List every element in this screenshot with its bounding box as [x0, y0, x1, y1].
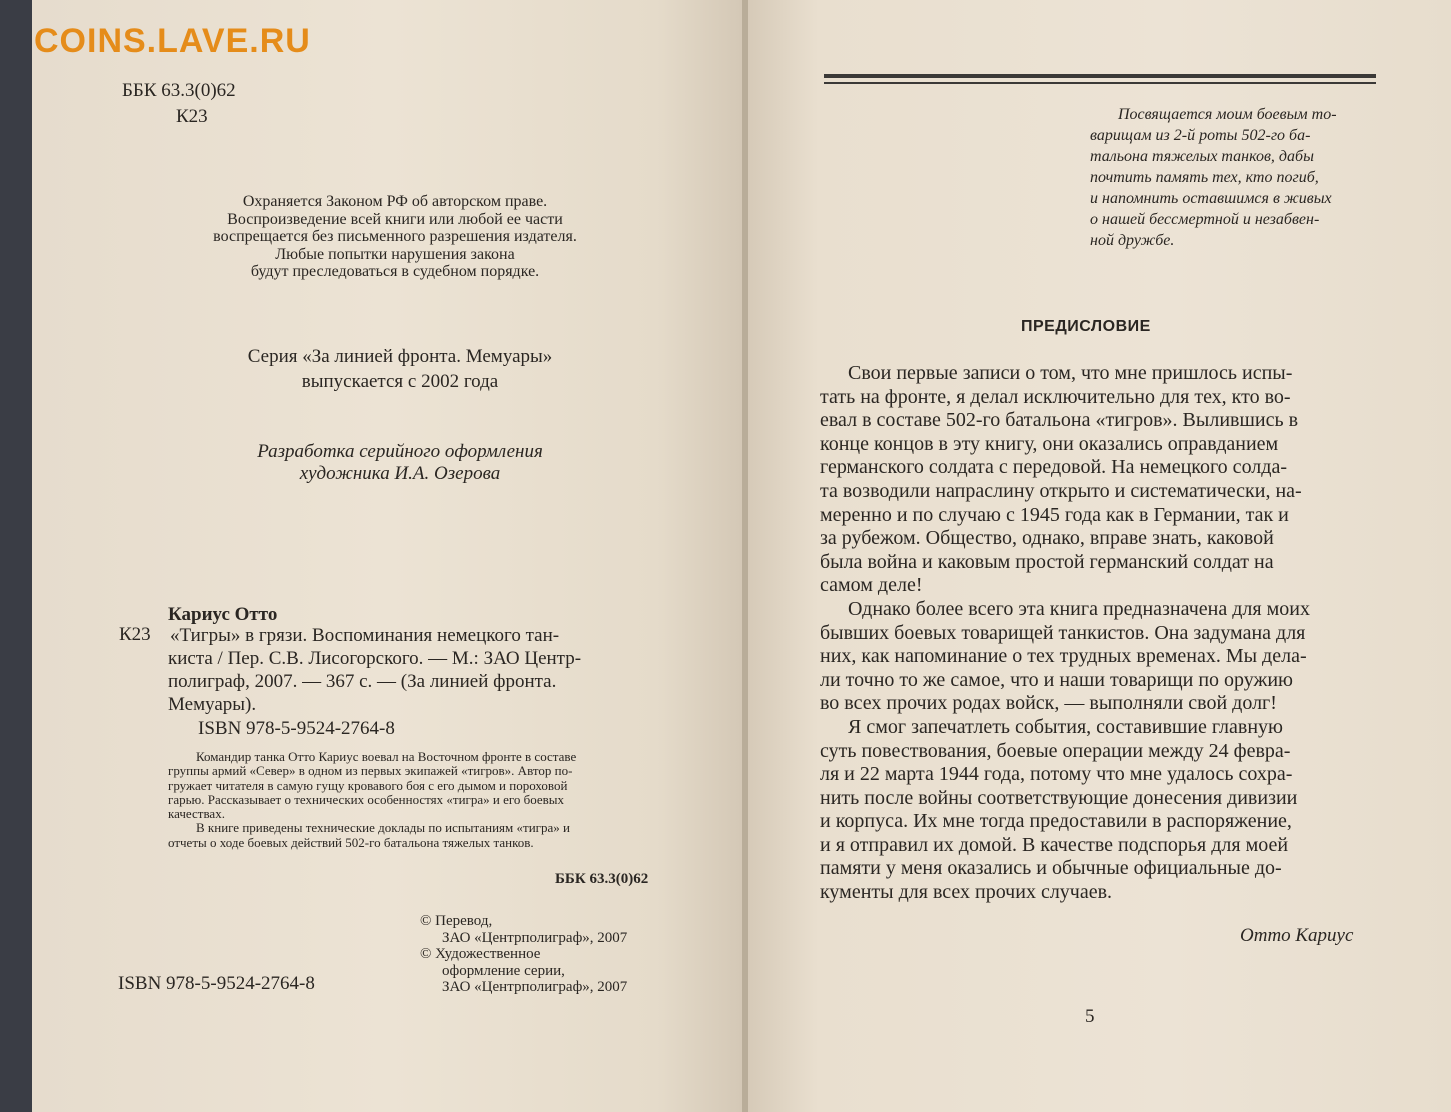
notice-line: Воспроизведение всей книги или любой ее части [227, 210, 563, 228]
dedication-line: тальона тяжелых танков, дабы [1090, 148, 1314, 165]
series-line: Серия «За линией фронта. Мемуары» [247, 346, 553, 367]
annotation-line: группы армий «Север» в одном из первых экипажей «тигров». Автор по- [168, 763, 573, 779]
credit-line: ЗАО «Центрполиграф», 2007 [442, 979, 628, 995]
preface-line: и я отправил их домой. В качестве подспорья для моей [820, 833, 1289, 856]
dedication-line: варищам из 2-й роты 502-го ба- [1090, 127, 1311, 144]
bbk-code: ББК 63.3(0)62 [122, 80, 236, 101]
notice-line: будут преследоваться в судебном порядке. [250, 263, 540, 280]
dedication-line: Посвящается моим боевым то- [1118, 106, 1337, 123]
dedication-line: ной дружбе. [1090, 232, 1175, 249]
catalog-line: «Тигры» в грязи. Воспоминания немецкого тан- [170, 625, 560, 646]
catalog-entry [168, 624, 668, 716]
copyright-credits [420, 913, 627, 996]
credit-line: © Художественное [420, 946, 541, 962]
dedication-line: и напомнить оставшимся в живых [1090, 190, 1332, 207]
annotation-line: Командир танка Отто Кариус воевал на Восточном фронте в составе [196, 749, 577, 764]
k-code: К23 [176, 106, 208, 127]
notice-line: Любые попытки нарушения закона [275, 245, 515, 263]
notice-line: воспрещается без письменного разрешения издателя. [213, 228, 577, 245]
catalog-line: Мемуары). [168, 694, 257, 715]
preface-line: та возводили напраслину открыто и систематически, на- [820, 479, 1302, 502]
preface-line: и корпуса. Их мне тогда предоставили в распоряжение, [820, 810, 1292, 833]
preface-title: ПРЕДИСЛОВИЕ [1021, 318, 1151, 335]
dedication-line: о нашей бессмертной и незабвен- [1090, 211, 1320, 228]
author-heading: Кариус Отто [168, 604, 278, 625]
scan-edge [0, 0, 32, 1112]
header-rule-thin [824, 82, 1376, 84]
annotation [168, 750, 668, 850]
credit-line: © Перевод, [420, 913, 493, 929]
author-signature: Отто Кариус [1240, 925, 1354, 946]
annotation-line: гружает читателя в самую гущу кровавого боя с его дымом и пороховой [168, 777, 568, 793]
preface-line: ля и 22 марта 1944 года, потому что мне удалось сохра- [820, 763, 1293, 786]
preface-line: Я смог запечатлеть события, составившие главную [848, 715, 1283, 738]
preface-line: была война и каковым простой германский солдат на [820, 550, 1274, 573]
catalog-line: полиграф, 2007. — 367 с. — (За линией фронта. [168, 671, 557, 692]
page-number: 5 [1085, 1006, 1095, 1027]
dedication-line: почтить память тех, кто погиб, [1090, 169, 1319, 186]
annotation-line: В книге приведены технические доклады по испытаниям «тигра» и [196, 820, 570, 836]
credit-line: оформление серии, [442, 962, 565, 979]
series-line: выпускается с 2002 года [301, 371, 499, 392]
header-rule-thick [824, 74, 1376, 78]
preface-line: евал в составе 502-го батальона «тигров». Вылившись в [820, 409, 1299, 432]
preface-body [820, 362, 1375, 905]
preface-line: бывших боевых товарищей танкистов. Она задумана для [820, 621, 1306, 644]
dedication [1090, 104, 1385, 251]
annotation-line: качествах. [168, 806, 225, 822]
design-line: Разработка серийного оформления [257, 441, 543, 462]
left-page [32, 0, 742, 1112]
preface-line: памяти у меня оказались и обычные официальные до- [820, 857, 1282, 880]
annotation-line: гарью. Рассказывает о технических особенностях «тигра» и его боевых [168, 791, 565, 807]
header-rules [824, 74, 1376, 88]
credit-line: ЗАО «Центрполиграф», 2007 [442, 929, 628, 946]
preface-line: во всех прочих родах войск, — выполняли свой долг! [820, 692, 1277, 715]
isbn-entry: ISBN 978-5-9524-2764-8 [198, 718, 395, 739]
preface-line: меренно и по случаю с 1945 года как в Германии, так и [820, 503, 1289, 526]
preface-line: тать на фронте, я делал исключительно для тех, кто во- [820, 385, 1291, 408]
copyright-notice [120, 193, 670, 281]
preface-line: нить после войны соответствующие донесения дивизии [820, 786, 1298, 809]
preface-line: Однако более всего эта книга предназначена для моих [848, 597, 1310, 620]
design-line: художника И.А. Озерова [299, 463, 501, 484]
preface-line: суть повествования, боевые операции между 24 февра- [820, 739, 1291, 762]
series-info [110, 344, 690, 394]
catalog-line: киста / Пер. С.В. Лисогорского. — М.: ЗАО Центр- [168, 648, 582, 669]
notice-line: Охраняется Законом РФ об авторском праве. [242, 193, 548, 210]
bbk-footer: ББК 63.3(0)62 [555, 871, 649, 887]
preface-line: за рубежом. Общество, однако, вправе знать, каковой [820, 527, 1274, 550]
preface-line: кументы для всех прочих случаев. [820, 881, 1113, 904]
isbn-bottom: ISBN 978-5-9524-2764-8 [118, 973, 315, 994]
preface-line: них, как напоминание о тех трудных временах. Мы дела- [820, 645, 1307, 668]
preface-line: самом деле! [820, 574, 923, 597]
preface-line: Свои первые записи о том, что мне пришлось испы- [848, 362, 1293, 384]
catalog-code: К23 [119, 624, 151, 645]
preface-line: ли точно то же самое, что и наши товарищи по оружию [820, 668, 1293, 691]
preface-line: германского солдата с передовой. На немецкого солда- [820, 456, 1287, 479]
design-credit [110, 441, 690, 485]
preface-line: конце концов в эту книгу, они оказались оправданием [820, 432, 1279, 455]
annotation-line: отчеты о ходе боевых действий 502-го батальона тяжелых танков. [168, 834, 534, 850]
watermark: COINS.LAVE.RU [34, 22, 311, 60]
